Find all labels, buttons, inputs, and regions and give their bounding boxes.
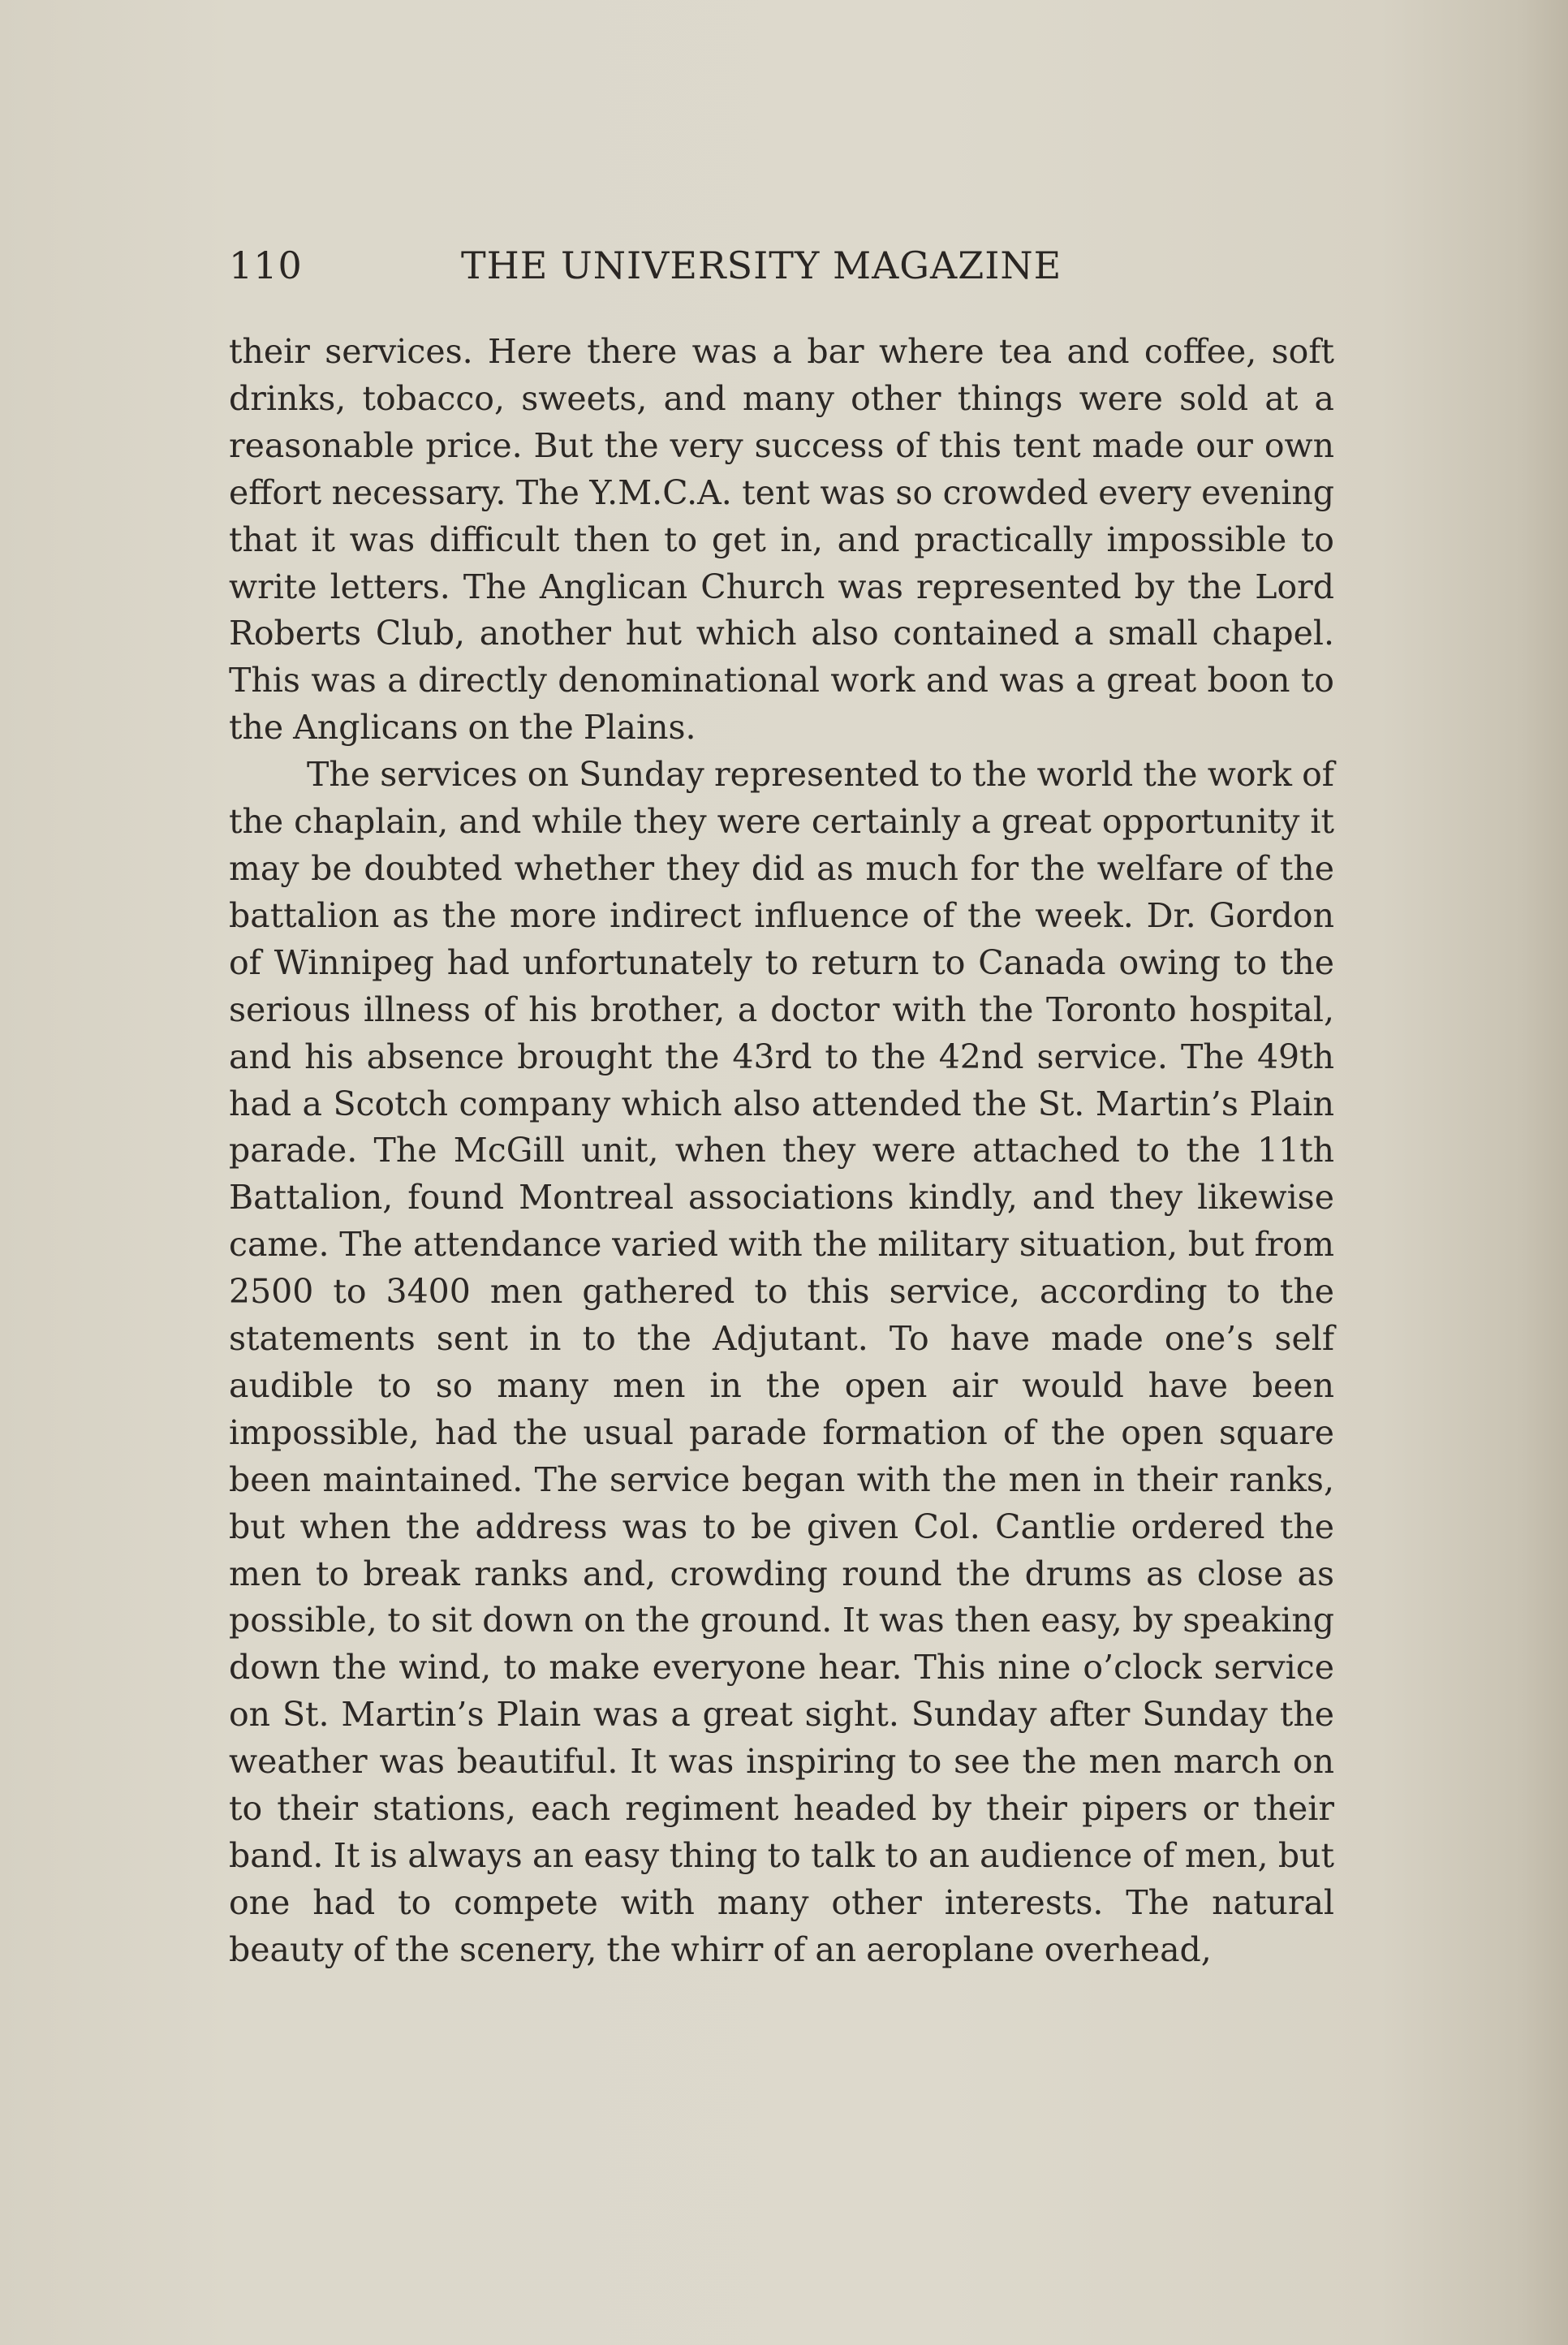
body-text — [229, 329, 1334, 1974]
running-head — [229, 237, 1334, 294]
paragraph-2: The services on Sunday represented to the world the work of the chaplain, and while they were certainly a great opportunity it may be doubted whether they did as much for the welfare of the battalion as the more indirect influence of the week. Dr. Gordon of Winnipeg had unfortunately to return to Canada owing to the serious illness of his brother, a doctor with the Toronto hospital, and his absence brought the 43rd to the 42nd service. The 49th had a Scotch company which also attended the St. Martin’s Plain parade. The McGill unit, when they were attached to the 11th Battalion, found Montreal associations kindly, and they likewise came. The attendance varied with the military situation, but from 2500 to 3400 men gathered to this service, according to the statements sent in to the Adjutant. To have made one’s self audible to so many men in the open air would have been impossible, had the usual parade formation of the open square been maintained. The service began with the men in their ranks, but when the address was to be given Col. Cantlie ordered the men to break ranks and, crowding round the drums as close as possible, to sit down on the ground. It was then easy, by speaking down the wind, to make everyone hear. This nine o’clock service on St. Martin’s Plain was a great sight. Sunday after Sunday the weather was beautiful. It was inspiring to see the men march on to their stations, each regiment headed by their pipers or their band. It is always an easy thing to talk to an audience of men, but one had to compete with many other interests. The natural beauty of the scenery, the whirr of an aeroplane overhead, — [229, 755, 1334, 1969]
journal-title: THE UNIVERSITY MAGAZINE — [461, 244, 1062, 287]
paragraph-1: their services. Here there was a bar where tea and coffee, soft drinks, tobacco, sweets, and many other things were sold at a reasonable price. But the very success of this tent made our own effort necessary. The Y.M.C.A. tent was so crowded every evening that it was difficult then to get in, and practically impossible to write letters. The Anglican Church was represented by the Lord Roberts Club, another hut which also contained a small chapel. This was a directly denominational work and was a great boon to the Anglicans on the Plains. — [229, 332, 1334, 748]
page-number: 110 — [229, 244, 303, 287]
